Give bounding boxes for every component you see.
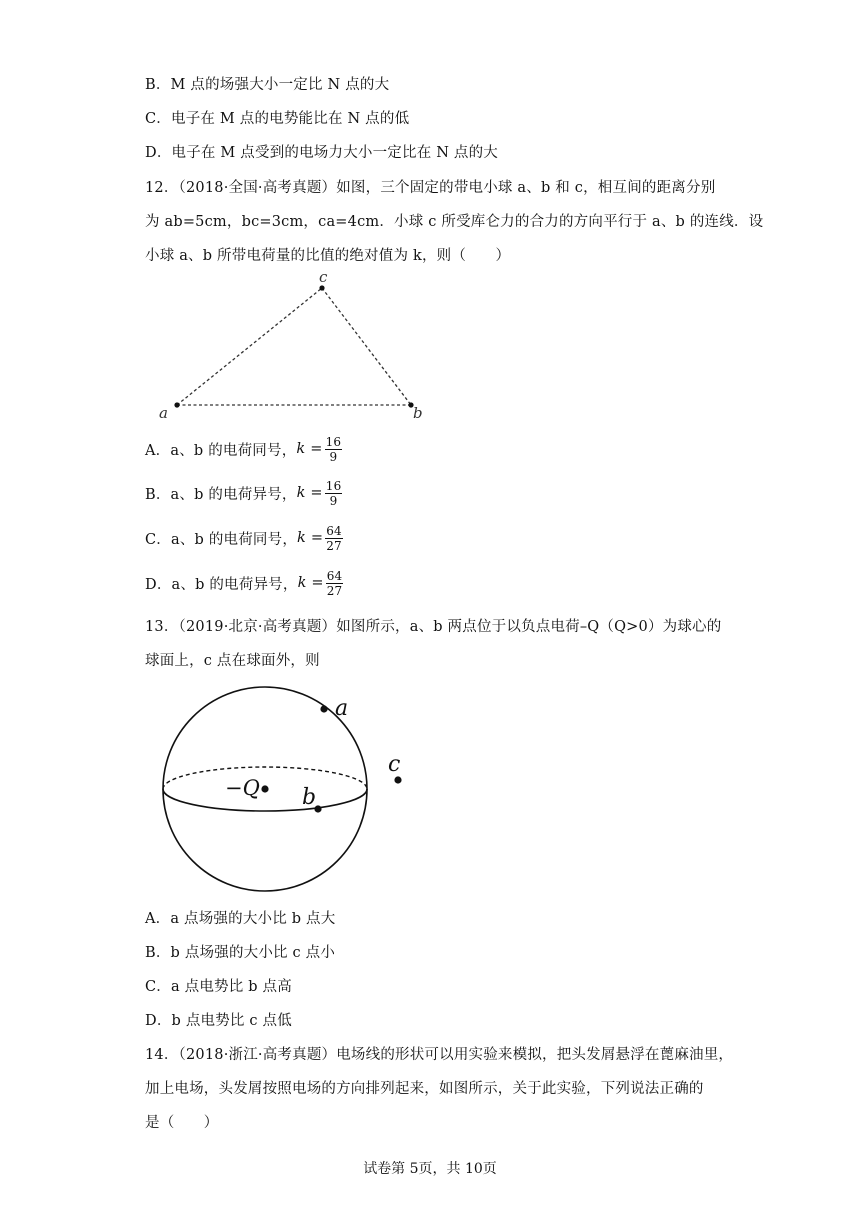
label-b: b bbox=[302, 785, 317, 810]
point-q bbox=[261, 785, 268, 792]
q13-option-d: D．b 点电势比 c 点低 bbox=[145, 1013, 292, 1029]
q13-stem-line1: 13．（2019·北京·高考真题）如图所示，a、b 两点位于以负点电荷–Q（Q>0）为球心的 bbox=[145, 619, 722, 635]
side-ac bbox=[177, 288, 322, 405]
label-a: a bbox=[159, 404, 168, 422]
q13-sphere-figure bbox=[145, 680, 425, 900]
q12-stem-line1: 12．（2018·全国·高考真题）如图，三个固定的带电小球 a、b 和 c，相互间的距离分别 bbox=[145, 180, 716, 196]
page-footer: 试卷第 5页，共 10页 bbox=[363, 1161, 497, 1177]
q14-stem-line3: 是（ ） bbox=[145, 1115, 219, 1131]
q13-option-a: A．a 点场强的大小比 b 点大 bbox=[145, 911, 336, 927]
label-b: b bbox=[413, 404, 423, 422]
point-a bbox=[320, 705, 327, 712]
q12-stem-line2: 为 ab=5cm，bc=3cm，ca=4cm．小球 c 所受库仑力的合力的方向平行于 a、b 的连线．设 bbox=[145, 214, 764, 230]
q14-stem-line1: 14．（2018·浙江·高考真题）电场线的形状可以用实验来模拟，把头发屑悬浮在蓖麻油里， bbox=[145, 1047, 734, 1063]
q11-option-c: C．电子在 M 点的电势能比在 N 点的低 bbox=[145, 111, 410, 127]
q13-option-b: B．b 点场强的大小比 c 点小 bbox=[145, 945, 336, 961]
q12-option-b: B．a、b 的电荷异号， k = $\frac{16}{9}$ bbox=[145, 478, 342, 508]
point-c bbox=[319, 285, 324, 290]
fraction: $\frac{64}{27}$ bbox=[326, 523, 342, 553]
label-c: c bbox=[388, 752, 401, 777]
q12-stem-line3: 小球 a、b 所带电荷量的比值的绝对值为 k，则（ ） bbox=[145, 248, 511, 264]
label-c: c bbox=[319, 268, 328, 286]
point-c bbox=[394, 776, 401, 783]
q13-stem-line2: 球面上，c 点在球面外，则 bbox=[145, 653, 320, 669]
q14-stem-line2: 加上电场，头发屑按照电场的方向排列起来，如图所示，关于此实验，下列说法正确的 bbox=[145, 1081, 704, 1097]
q13-option-c: C．a 点电势比 b 点高 bbox=[145, 979, 292, 995]
fraction: $\frac{16}{9}$ bbox=[325, 434, 342, 464]
fraction: $\frac{16}{9}$ bbox=[325, 478, 342, 508]
q12-triangle-figure bbox=[145, 268, 445, 423]
label-q: −Q bbox=[225, 776, 260, 800]
q11-option-b: B．M 点的场强大小一定比 N 点的大 bbox=[145, 77, 390, 93]
point-a bbox=[174, 402, 179, 407]
q12-option-c: C．a、b 的电荷同号， k = $\frac{64}{27}$ bbox=[145, 523, 342, 553]
label-a: a bbox=[335, 696, 349, 721]
q11-option-d: D．电子在 M 点受到的电场力大小一定比在 N 点的大 bbox=[145, 145, 498, 161]
fraction: $\frac{64}{27}$ bbox=[326, 568, 343, 598]
side-cb bbox=[322, 288, 411, 405]
q12-option-d: D．a、b 的电荷异号， k = $\frac{64}{27}$ bbox=[145, 568, 343, 598]
q12-option-a: A．a、b 的电荷同号， k = $\frac{16}{9}$ bbox=[145, 434, 342, 464]
